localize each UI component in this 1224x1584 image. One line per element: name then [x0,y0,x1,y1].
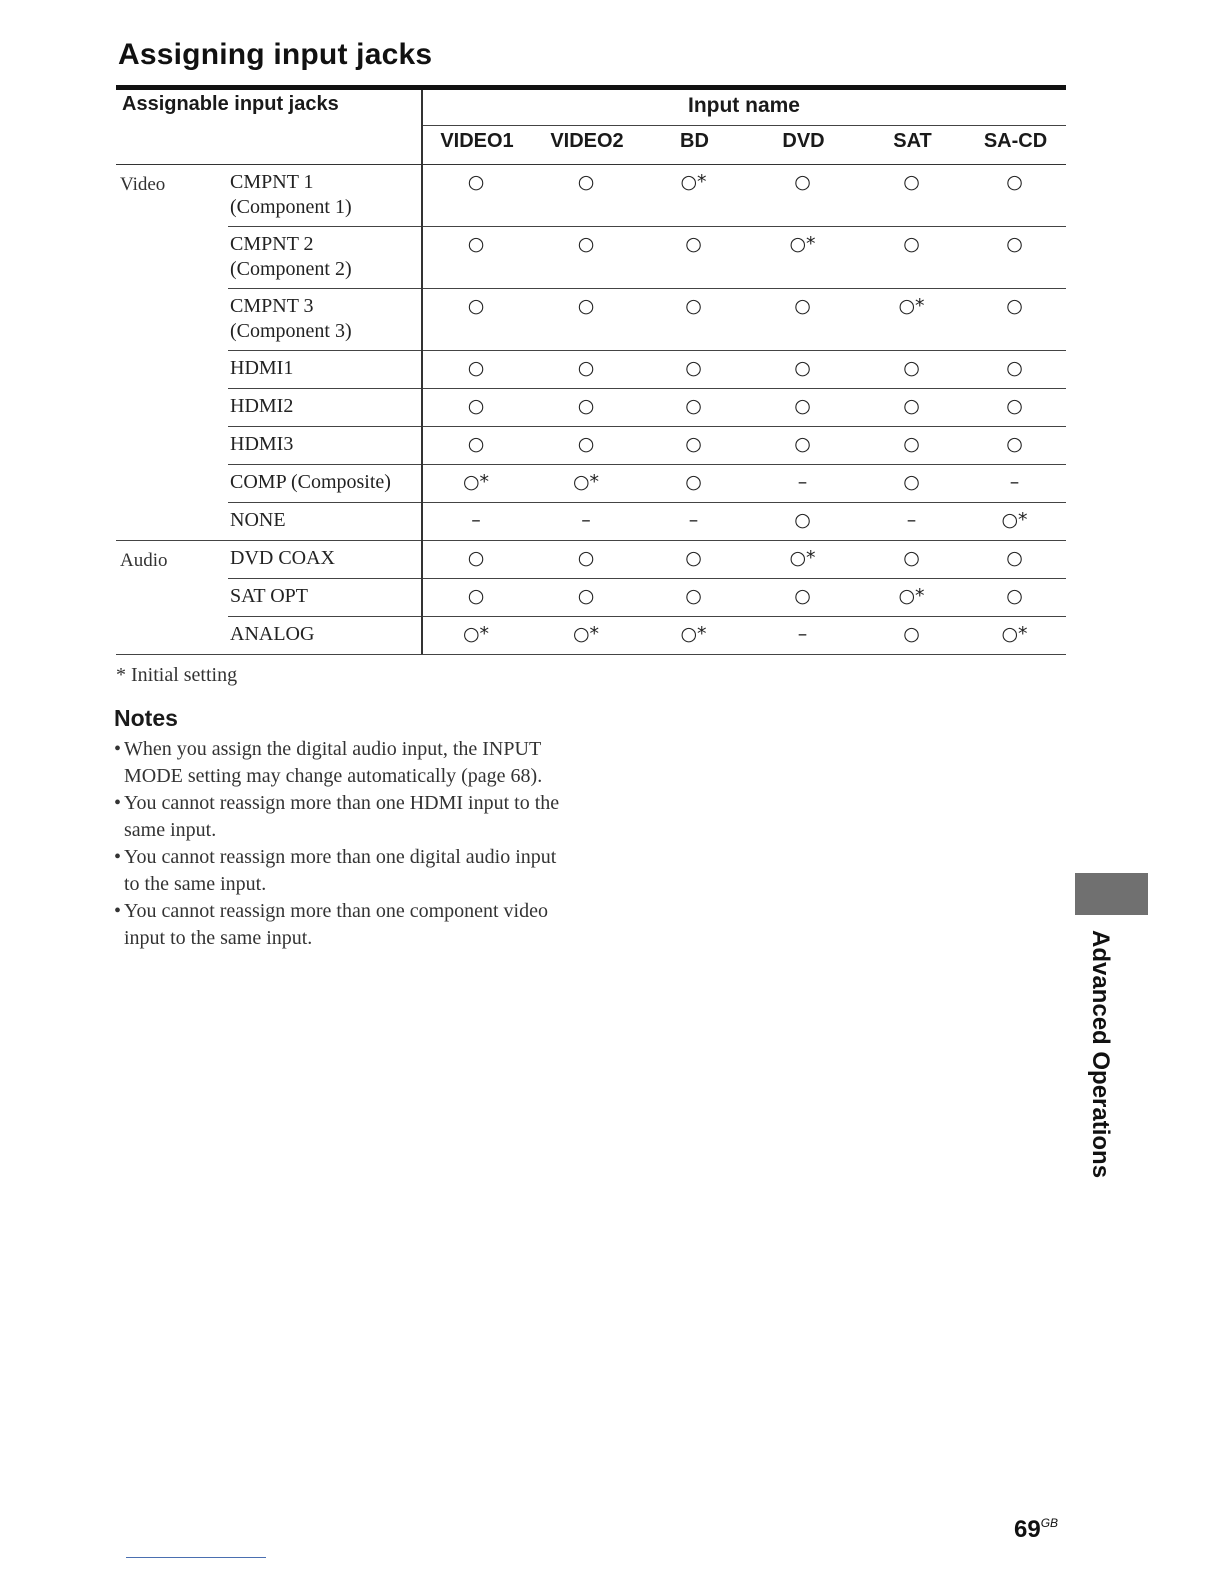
page-number-value: 69 [1014,1516,1041,1543]
table-row [116,503,1066,541]
row-group-label [116,227,230,236]
note-item [114,898,564,952]
column-headers [422,130,1066,153]
note-text: You cannot reassign more than one digital audio input to the same input. [124,846,557,895]
table-cell: ○* [572,623,600,645]
column-header-dvd: DVD [782,130,825,152]
table-cell: ○* [789,547,816,569]
table-cell: ○ [903,433,920,455]
jack-name [230,503,421,533]
table-cell: ○ [685,585,702,607]
table-cell: ○ [685,357,702,379]
table-cell: ○ [577,395,595,417]
column-header-video1: VIDEO1 [440,130,514,152]
table-cell: ○* [898,295,925,317]
jack-label: HDMI1 [230,357,294,379]
row-group-label [116,427,230,436]
table-cell: ○ [577,433,595,455]
table-cell: ○ [685,233,702,255]
table-cell: ○ [467,295,485,317]
table-cell: ○ [577,547,595,569]
row-cells [421,579,1065,609]
table-cell: ○* [680,623,707,645]
row-group-label [116,579,230,588]
assignable-input-header: Assignable input jacks [122,93,339,115]
table-cell: ○ [903,471,920,493]
page-title: Assigning input jacks [118,38,433,71]
table-cell: – [688,509,699,531]
table-cell: ○ [467,547,485,569]
table-cell: ○ [577,295,595,317]
table-cell: ○ [903,395,920,417]
table-cell: ○* [789,233,816,255]
table-cell: ○ [903,233,920,255]
jack-name [230,427,421,457]
table-body [116,165,1066,655]
table-cell: ○ [467,395,485,417]
table-cell: ○ [794,433,811,455]
row-group-label [116,617,230,626]
table-row [116,227,1066,289]
section-tab-marker [1075,873,1148,915]
column-header-sat: SAT [893,130,932,152]
bullet-icon: • [114,900,122,922]
jack-sublabel: (Component 3) [230,320,352,342]
table-cell: ○ [685,547,702,569]
table-cell: ○* [462,471,490,493]
table-cell: ○ [794,395,811,417]
note-item [114,790,564,844]
table-cell: ○ [1006,233,1023,255]
jack-sublabel: (Component 1) [230,196,352,218]
jack-name [230,227,421,282]
input-name-header: Input name [687,94,800,117]
row-group-label [116,465,230,474]
table-cell: ○* [462,623,490,645]
row-cells [421,165,1065,195]
jack-label: SAT OPT [230,585,308,607]
table-cell: – [1009,471,1020,493]
table-row [116,579,1066,617]
jack-name [230,541,421,571]
table-cell: ○ [1006,395,1023,417]
table-cell: ○ [794,357,811,379]
bullet-icon: • [114,792,122,814]
row-cells [421,541,1065,571]
table-row [116,427,1066,465]
table-cell: ○ [577,171,595,193]
table-row [116,617,1066,655]
row-group-label: Video [120,174,166,195]
row-group-label: Audio [120,550,168,571]
table-row [116,289,1066,351]
table-cell: – [581,509,591,531]
row-divider [116,654,1066,655]
bottom-line [126,1557,266,1558]
table-cell: ○ [577,585,595,607]
table-cell: ○ [903,547,920,569]
table-cell: ○ [794,585,811,607]
table-cell: ○ [467,357,485,379]
note-text: You cannot reassign more than one component video input to the same input. [124,900,548,949]
note-item [114,736,564,790]
table-cell: ○* [680,171,707,193]
table-cell: – [797,623,808,645]
row-group-label [116,503,230,512]
jack-name [230,289,421,344]
jack-name [230,617,421,647]
table-cell: ○ [685,433,702,455]
row-cells [421,351,1065,381]
jack-label: CMPNT 1 [230,171,314,193]
table-row [116,165,1066,227]
jack-label: CMPNT 3 [230,295,314,317]
note-text: When you assign the digital audio input, the INPUT MODE setting may change automatically (page 68). [124,738,543,787]
table-cell: ○* [898,585,925,607]
table-row [116,465,1066,503]
note-text: You cannot reassign more than one HDMI input to the same input. [124,792,560,841]
table-cell: ○ [685,471,702,493]
table-cell: ○ [1006,357,1023,379]
table-cell: – [797,471,808,493]
jack-name [230,389,421,419]
table-cell: ○ [794,171,811,193]
table-cell: ○ [467,433,485,455]
table-cell: ○ [577,357,595,379]
jack-label: COMP (Composite) [230,471,391,493]
table-cell: – [906,509,917,531]
row-cells [421,465,1065,495]
note-item [114,844,564,898]
table-cell: ○ [467,585,485,607]
jack-label: CMPNT 2 [230,233,314,255]
row-cells [421,427,1065,457]
input-assignment-table [116,90,1066,655]
jack-label: NONE [230,509,286,531]
table-cell: ○ [903,171,920,193]
table-cell: ○ [903,357,920,379]
table-cell: ○ [794,295,811,317]
table-cell: ○ [1006,433,1023,455]
table-cell: – [471,509,481,531]
table-cell: ○ [1006,295,1023,317]
table-row [116,541,1066,579]
jack-sublabel: (Component 2) [230,258,352,280]
jack-name [230,465,421,495]
column-divider [421,90,423,654]
column-header-video2: VIDEO2 [550,130,624,152]
column-header-bd: BD [680,130,709,152]
section-side-label: Advanced Operations [1087,930,1114,1179]
column-header-sa-cd: SA-CD [983,130,1048,152]
table-cell: ○ [794,509,811,531]
jack-name [230,579,421,609]
notes-title: Notes [114,705,178,731]
table-row [116,389,1066,427]
table-cell: ○ [467,233,485,255]
table-cell: ○ [685,295,702,317]
table-cell: ○* [572,471,600,493]
page-number-suffix: GB [1040,1516,1059,1530]
row-cells [421,227,1065,257]
table-cell: ○* [1001,623,1028,645]
table-cell: ○ [577,233,595,255]
jack-label: ANALOG [230,623,315,645]
table-row [116,351,1066,389]
page-number [1014,1516,1058,1544]
row-cells [421,289,1065,319]
notes-list [114,736,564,952]
table-cell: ○ [903,623,920,645]
jack-name [230,165,421,220]
jack-name [230,351,421,381]
footnote: * Initial setting [116,664,238,686]
table-cell: ○ [1006,547,1023,569]
row-cells [421,389,1065,419]
jack-label: HDMI3 [230,433,294,455]
table-cell: ○* [1001,509,1028,531]
bullet-icon: • [114,846,122,868]
table-cell: ○ [1006,585,1023,607]
table-header [116,90,1066,165]
table-cell: ○ [467,171,485,193]
jack-label: DVD COAX [230,547,335,569]
jack-label: HDMI2 [230,395,294,417]
header-sub-rule [422,125,1066,126]
row-cells [421,617,1065,647]
row-group-label [116,389,230,398]
bullet-icon: • [114,738,122,760]
table-cell: ○ [1006,171,1023,193]
row-cells [421,503,1065,533]
row-group-label [116,351,230,360]
table-cell: ○ [685,395,702,417]
row-group-label [116,289,230,298]
